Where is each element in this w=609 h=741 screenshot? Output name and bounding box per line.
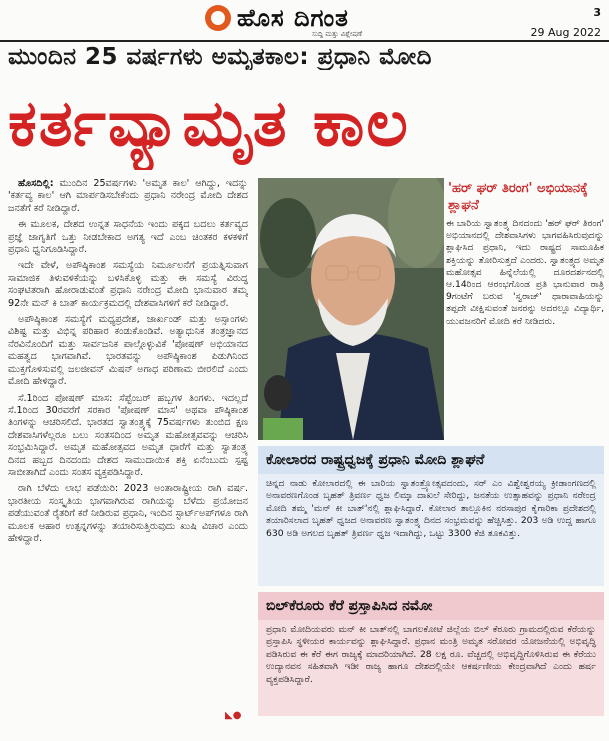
- sidebar-title: 'ಹರ್ ಘರ್ ತಿರಂಗ' ಅಭಿಯಾನಕ್ಕೆ ಶ್ಲಾಘನೆ: [448, 181, 588, 213]
- newspaper-logo: [205, 4, 349, 32]
- article-paragraph: ಅಪೌಷ್ಠಿಕಾಂಶ ಸಮಸ್ಯೆಗೆ ಮಧ್ಯಪ್ರದೇಶ, ಜಾರ್ಖಂಡ್ ಮತ್ತು ಅಸ್ಸಾಂಗಳು ವಿಶಿಷ್ಟ ಮತ್ತು ವಿಭಿನ್ನ ಪರಿಹಾರ ಕಂಡುಕೊಂಡಿವೆ. ಅತ್ಯಾಧುನಿಕ ತಂತ್ರಜ್ಞಾನದ ನೆರವಿನೊಂದಿಗೆ ಮತ್ತು ಸಾರ್ವಜನಿಕ ಪಾಲ್ಗೊಳ್ಳುವಿಕೆ 'ಪೋಷಣ್ ಅಭಿಯಾನದ ಮಹತ್ವದ ಭಾಗವಾಗಿವೆ. ಭಾರತವನ್ನು ಅಪೌಷ್ಠಿಕಾಂಶ ಪಿಡುಗಿನಿಂದ ಮುಕ್ತಗೊಳಿಸುವಲ್ಲಿ ಜಲಜೀವನ್ ಮಿಷನ್ ಅಗಾಧ ಪರಿಣಾಮ ಬೀರಲಿದೆ ಎಂದು ಮೋದಿ ಹೇಳಿದ್ದಾರೆ.: [8, 314, 248, 388]
- logo-tagline: ಸುದ್ದಿ ಮತ್ತು ವಿಶ್ಲೇಷಣೆ: [312, 30, 363, 38]
- dateline: ಹೊಸದಿಲ್ಲಿ:: [18, 178, 54, 189]
- logo-emblem-icon: [205, 5, 231, 31]
- bilkerur-story-title: ಬಿಲ್‌ಕೆರೂರು ಕೆರೆ ಪ್ರಸ್ತಾಪಿಸಿದ ನಮೋ: [258, 592, 604, 620]
- article-headline: ಕರ್ತವ್ಯಾಮೃತ ಕಾಲ: [8, 86, 410, 161]
- article-paragraph: ಈ ಮೂಲಕ, ದೇಶದ ಉನ್ನತ ಸಾಧನೆಯ ಇಂದು ಪಕ್ಕದ ಬದಲು ಕರ್ತವ್ಯದ ಪ್ರಜ್ಞೆ ಜಾಗೃತಿಗೆ ಒತ್ತು ನೀಡಬೇಕಾದ ಅಗತ್ಯ ಇದೆ ಎಂಬ ಚಿಂತಕರ ಕಳಕಳಿಗೆ ಪ್ರಧಾನಿ ಧ್ವನಿಗೂಡಿಸಿದ್ದಾರೆ.: [8, 219, 248, 256]
- bilkerur-story-body: ಪ್ರಧಾನಿ ಮೋದಿಯವರು ಮನ್ ಕೀ ಬಾತ್‌ನಲ್ಲಿ ಬಾಗಲಕೋಟೆ ಜಿಲ್ಲೆಯ ಬಿಲ್ ಕೆರೂರು ಗ್ರಾಮದಲ್ಲಿರುವ ಕೆರೆಯನ್ನು ಪ್ರಸ್ತಾಪಿಸಿ ಸ್ಥಳೀಯರ ಕಾರ್ಯವನ್ನು ಶ್ಲಾಘಿಸಿದ್ದಾರೆ. ಪ್ರಧಾನ ಮಂತ್ರಿ ಅಮೃತ ಸರೋವರ ಯೋಜನೆಯಲ್ಲಿ ಅಭಿವೃದ್ಧಿ ಪಡಿಸಿರುವ ಈ ಕೆರೆ ಈಗ ರಾಜ್ಯಕ್ಕೆ ಮಾದರಿಯಾಗಿದೆ. 28 ಲಕ್ಷ ರೂ. ವೆಚ್ಚದಲ್ಲಿ ಅಭಿವೃದ್ಧಿಗೊಳಿಸಿರುವ ಈ ಕೆರೆಯು ಉದ್ಯಾನವನ ಸಹಿತವಾಗಿ ಇಡೀ ರಾಜ್ಯ ಹಾಗೂ ದೇಶದಲ್ಲಿಯೇ ಆಕರ್ಷಣೀಯ ಕೇಂದ್ರವಾಗಿದೆ ಎಂದು ಹರ್ಷ ವ್ಯಕ್ತಪಡಿಸಿದ್ದಾರೆ.: [266, 624, 596, 685]
- modi-photo: [258, 178, 444, 440]
- article-paragraph: ಸೆ.1ರಿಂದ ಪೋಷಣ್ ಮಾಸ: ಸೆಪ್ಟೆಂಬರ್ ಹಬ್ಬಗಳ ತಿಂಗಳು. ಇದಲ್ಲದೆ ಸೆ.1ರಿಂದ 30ರವರೆಗೆ ಸರಕಾರ 'ಪೋಷಣ್ ಮಾಸ' ಅಥವಾ ಪೌಷ್ಠಿಕಾಂಶ ತಿಂಗಳನ್ನು ಆಚರಿಸಲಿದೆ. ಭಾರತದ ಸ್ವಾತಂತ್ರ್ಯಕ್ಕೆ 75ವರ್ಷಗಳು ತುಂಬಿದ ಕ್ಷಣ ದೇಶವಾಸಿಗಳೆಲ್ಲರೂ ಬಲು ಸಂತಸದಿಂದ ಅಮೃತ ಮಹೋತ್ಸವವನ್ನು ಆಚರಿಸಿ ಸಂಭ್ರಮಿಸಿದ್ದಾರೆ. ಅಮೃತ ಮಹೋತ್ಸವದ ಅಮೃತ ಧಾರೆಗೆ ಮತ್ತು ಸ್ವಾತಂತ್ರ್ಯ ದಿನದ ಹಬ್ಬದ ದಿನದಂದು ದೇಶದ ಸಾಮುದಾಯಿಕ ಶಕ್ತಿ ಏನೆಂಬುದು ಸ್ಪಷ್ಟ ಸಾಬೀತಾಗಿದೆ ಎಂದು ಸಂತಸ ವ್ಯಕ್ತಪಡಿಸಿದ್ದಾರೆ.: [8, 392, 248, 478]
- kolar-story-title: ಕೋಲಾರದ ರಾಷ್ಟ್ರಧ್ವಜಕ್ಕೆ ಪ್ರಧಾನಿ ಮೋದಿ ಶ್ಲಾಘನೆ: [258, 446, 604, 474]
- article-body: [8, 178, 248, 723]
- logo-text: ಹೊಸ ದಿಗಂತ: [237, 4, 349, 32]
- page-number: 3: [593, 6, 601, 19]
- sidebar-body: ಈ ಬಾರಿಯ ಸ್ವಾತಂತ್ರ್ಯ ದಿನದಂದು 'ಹರ್ ಘರ್ ತಿರಂಗ' ಅಭಿಯಾನದಲ್ಲಿ ದೇಶವಾಸಿಗಳು ಭಾಗವಹಿಸಿರುವುದನ್ನು ಶ್ಲಾಘಿಸಿದ ಪ್ರಧಾನಿ, ಇದು ರಾಷ್ಟ್ರದ ಸಾಮೂಹಿಕ ಶಕ್ತಿಯನ್ನು ತೋರಿಸುತ್ತದೆ ಎಂದರು. ಸ್ವಾತಂತ್ರ್ಯದ ಅಮೃತ ಮಹೋತ್ಸವ ಹಿನ್ನೆಲೆಯಲ್ಲಿ ದೂರದರ್ಶನದಲ್ಲಿ ಆ.14ರಿಂದ ಆರಂಭಗೊಂಡ ಪ್ರತಿ ಭಾನುವಾರ ರಾತ್ರಿ 9ಗಂಟೆಗೆ ಬರುವ 'ಸ್ವರಾಜ್' ಧಾರಾವಾಹಿಯನ್ನು ತಪ್ಪದೇ ವೀಕ್ಷಿಸುವಂತೆ ಜನರನ್ನು ಅದರಲ್ಲೂ ವಿದ್ಯಾರ್ಥಿ, ಯುವಜನರಿಗೆ ಮೋದಿ ಕರೆ ನೀಡಿದರು.: [446, 218, 604, 327]
- article-paragraph: ರಾಗಿ ಬೆಳೆದು ಲಾಭ ಪಡೆಯಿರಿ: 2023 ಅಂತಾರಾಷ್ಟ್ರೀಯ ರಾಗಿ ವರ್ಷ. ಭಾರತೀಯ ಸಂಸ್ಕೃತಿಯ ಭಾಗವಾಗಿರುವ ರಾಗಿಯನ್ನು ಬೆಳೆದು ಪ್ರಯೋಜನ ಪಡೆಯುವಂತೆ ರೈತರಿಗೆ ಕರೆ ನೀಡಿರುವ ಪ್ರಧಾನಿ, ಇಂದಿನ ಸ್ಟಾರ್ಟ್‌ಅಪ್‌ಗಳೂ ರಾಗಿ ಮೂಲಕ ಆಹಾರ ಉತ್ಪನ್ನಗಳನ್ನು ತಯಾರಿಸುತ್ತಿರುವುದು ಖುಷಿ ವಿಚಾರ ಎಂದು ಹೇಳಿದ್ದಾರೆ.: [8, 483, 248, 544]
- kolar-story-panel: [258, 446, 604, 586]
- portrait-illustration: [258, 178, 444, 440]
- article-paragraph: ಇದೇ ವೇಳೆ, ಅಪೌಷ್ಠಿಕಾಂಶ ಸಮಸ್ಯೆಯ ನಿರ್ಮೂಲನೆಗೆ ಪ್ರಯತ್ನಿಸುವಾಗ ಸಾಮಾಜಿಕ ತಿಳುವಳಿಕೆಯನ್ನು ಬಳಸಿಕೊಳ್ಳಿ ಮತ್ತು ಈ ಸಮಸ್ಯೆ ವಿರುದ್ಧ ಸಂಘಟಿತರಾಗಿ ಹೋರಾಡುವಂತೆ ಪ್ರಧಾನಿ ನರೇಂದ್ರ ಮೋದಿ ಭಾನುವಾರ ತಮ್ಮ 92ನೇ ಮನ್ ಕಿ ಬಾತ್ ಕಾರ್ಯಕ್ರಮದಲ್ಲಿ ದೇಶವಾಸಿಗಳಿಗೆ ಕರೆ ನೀಡಿದ್ದಾರೆ.: [8, 260, 248, 309]
- article-paragraph: ಹೊಸದಿಲ್ಲಿ: ಮುಂದಿನ 25ವರ್ಷಗಳು 'ಅಮೃತ ಕಾಲ' ಆಗಿದ್ದು, ಇದನ್ನು 'ಕರ್ತವ್ಯ ಕಾಲ' ಆಗಿ ಮಾರ್ಪಡಿಸಬೇಕೆಂದು ಪ್ರಧಾನಿ ನರೇಂದ್ರ ಮೋದಿ ದೇಶದ ಜನತೆಗೆ ಕರೆ ನೀಡಿದ್ದಾರೆ.: [8, 178, 248, 214]
- kolar-story-body: ಚಿನ್ನದ ನಾಡು ಕೋಲಾರದಲ್ಲಿ ಈ ಬಾರಿಯ ಸ್ವಾತಂತ್ರ್ಯೋತ್ಸವದಂದು, ಸರ್ ಎಂ ವಿಶ್ವೇಶ್ವರಯ್ಯ ಕ್ರೀಡಾಂಗಣದಲ್ಲಿ ಅನಾವರಣಗೊಂಡ ಬೃಹತ್ ತ್ರಿವರ್ಣ ಧ್ವಜ ಲಿಮ್ಕಾ ದಾಖಲೆ ಸೇರಿದ್ದು, ಜನತೆಯ ಉತ್ಸಾಹವನ್ನು ಪ್ರಧಾನಿ ನರೇಂದ್ರ ಮೋದಿ ತಮ್ಮ 'ಮನ್ ಕೀ ಬಾತ್'ನಲ್ಲಿ ಶ್ಲಾಘಿಸಿದ್ದಾರೆ. ಕೋಲಾರ ತಾಲ್ಲೂಕಿನ ನರಸಾಪುರ ಕೈಗಾರಿಕಾ ಪ್ರದೇಶದಲ್ಲಿ ತಯಾರಿಸಲಾದ ಬೃಹತ್ ಧ್ವಜದ ಅನಾವರಣ ಸ್ವಾತಂತ್ರ್ಯ ದಿನದ ಸಂಭ್ರಮವನ್ನು ಹೆಚ್ಚಿಸಿತ್ತು. 203 ಅಡಿ ಉದ್ದ ಹಾಗೂ 630 ಅಡಿ ಅಗಲದ ಬೃಹತ್ ತ್ರಿವರ್ಣ ಧ್ವಜ ಇದಾಗಿದ್ದು, ಒಟ್ಟು 3300 ಕೆಜಿ ತೂಕವಿತ್ತು.: [266, 478, 596, 539]
- bilkerur-story-panel: [258, 592, 604, 716]
- publication-date: 29 Aug 2022: [530, 26, 601, 39]
- article-kicker: ಮುಂದಿನ 25 ವರ್ಷಗಳು ಅಮೃತಕಾಲ: ಪ್ರಧಾನಿ ಮೋದಿ: [8, 44, 432, 70]
- sidebar-story: [446, 178, 604, 440]
- masthead: [0, 0, 609, 42]
- end-mark-icon: ◣●: [225, 710, 242, 721]
